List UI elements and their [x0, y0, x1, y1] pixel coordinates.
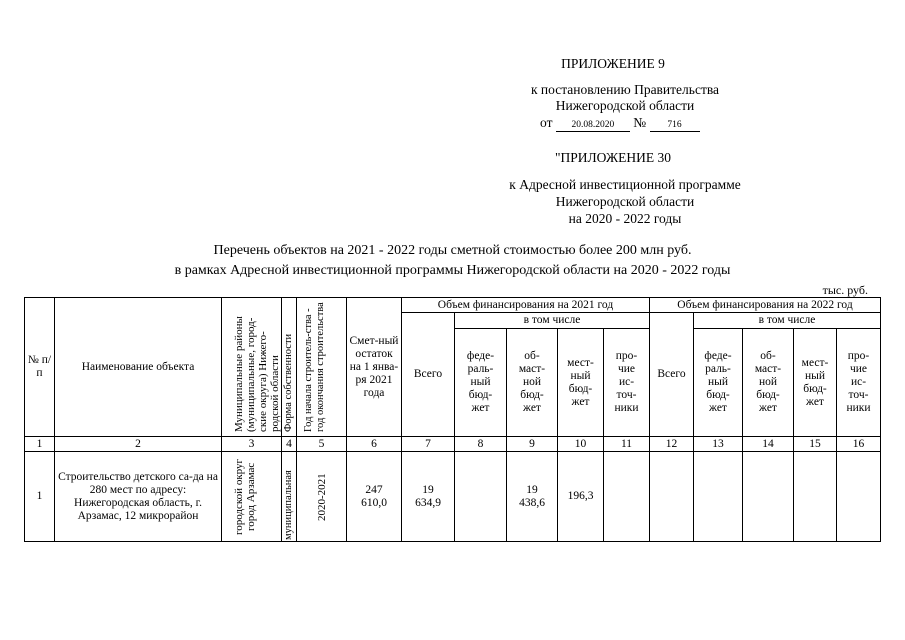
header-regional-2021: об-маст-ной бюд-жет [507, 329, 558, 437]
resolution-label: к постановлению Правительства [530, 82, 720, 97]
header-total-2022: Всего [650, 313, 694, 437]
resolution-date-number [540, 115, 700, 132]
row-ownership: муниципальная [282, 452, 297, 542]
row-other-2022 [837, 452, 881, 542]
row-regional-2021: 19 438,6 [507, 452, 558, 542]
row-estimate: 247 610,0 [347, 452, 402, 542]
region-label: Нижегородской области [555, 98, 695, 113]
header-fin-2022: Объем финансирования на 2022 год [650, 298, 881, 313]
header-years: Год начала строитель-ства - год окончания строительства [297, 298, 347, 437]
row-regional-2022 [743, 452, 794, 542]
row-local-2021: 196,3 [558, 452, 604, 542]
resolution-number: 716 [650, 119, 700, 132]
row-local-2022 [794, 452, 837, 542]
row-total-2021: 19 634,9 [402, 452, 455, 542]
colnum-10: 10 [558, 437, 604, 452]
header-local-2022: мест-ный бюд-жет [794, 329, 837, 437]
from-label: от [540, 115, 553, 130]
header-including-2022: в том числе [694, 313, 881, 329]
colnum-15: 15 [794, 437, 837, 452]
colnum-9: 9 [507, 437, 558, 452]
program-label: к Адресной инвестиционной программе [509, 177, 741, 192]
colnum-14: 14 [743, 437, 794, 452]
header-name: Наименование объекта [55, 298, 222, 437]
colnum-5: 5 [297, 437, 347, 452]
row-num: 1 [25, 452, 55, 542]
header-total-2021: Всего [402, 313, 455, 437]
header-row-1 [25, 298, 881, 313]
objects-table [24, 297, 881, 542]
appendix30-label: "ПРИЛОЖЕНИЕ 30 [554, 150, 672, 165]
header-federal-2022: феде-раль-ный бюд-жет [694, 329, 743, 437]
header-federal-2021: феде-раль-ный бюд-жет [455, 329, 507, 437]
colnum-7: 7 [402, 437, 455, 452]
header-regional-2022: об-маст-ной бюд-жет [743, 329, 794, 437]
row-object-name: Строительство детского са-да на 280 мест по адресу: Нижегородская область, г. Арзамас, 12 микрорайон [55, 452, 222, 542]
header-fin-2021: Объем финансирования на 2021 год [402, 298, 650, 313]
appendix-label: ПРИЛОЖЕНИЕ 9 [561, 56, 665, 71]
header-local-2021: мест-ный бюд-жет [558, 329, 604, 437]
header-num: № п/п [25, 298, 55, 437]
row-federal-2021 [455, 452, 507, 542]
header-municipality: Муниципальные районы (муниципальные, город-ские округа) Нижего-родской области [222, 298, 282, 437]
document-title-line1: Перечень объектов на 2021 - 2022 годы сметной стоимостью более 200 млн руб. [213, 243, 692, 258]
row-years: 2020-2021 [297, 452, 347, 542]
units-label: тыс. руб. [822, 283, 868, 297]
document-title-line2: в рамках Адресной инвестиционной программы Нижегородской области на 2020 - 2022 годы [174, 263, 731, 278]
header-other-2022: про-чие ис-точ-ники [837, 329, 881, 437]
colnum-8: 8 [455, 437, 507, 452]
header-ownership: Форма собственности [282, 298, 297, 437]
colnum-3: 3 [222, 437, 282, 452]
column-numbers-row [25, 437, 881, 452]
header-other-2021: про-чие ис-точ-ники [604, 329, 650, 437]
colnum-13: 13 [694, 437, 743, 452]
header-estimate: Смет-ный остаток на 1 янва-ря 2021 года [347, 298, 402, 437]
years-label: на 2020 - 2022 годы [568, 211, 682, 226]
row-other-2021 [604, 452, 650, 542]
colnum-11: 11 [604, 437, 650, 452]
row-municipality: городской округ город Арзамас [222, 452, 282, 542]
region2-label: Нижегородской области [555, 194, 695, 209]
table-row [25, 452, 881, 542]
row-total-2022 [650, 452, 694, 542]
colnum-1: 1 [25, 437, 55, 452]
colnum-6: 6 [347, 437, 402, 452]
colnum-12: 12 [650, 437, 694, 452]
row-federal-2022 [694, 452, 743, 542]
colnum-16: 16 [837, 437, 881, 452]
header-including-2021: в том числе [455, 313, 650, 329]
colnum-4: 4 [282, 437, 297, 452]
colnum-2: 2 [55, 437, 222, 452]
resolution-date: 20.08.2020 [556, 119, 630, 132]
number-sign: № [633, 115, 647, 130]
